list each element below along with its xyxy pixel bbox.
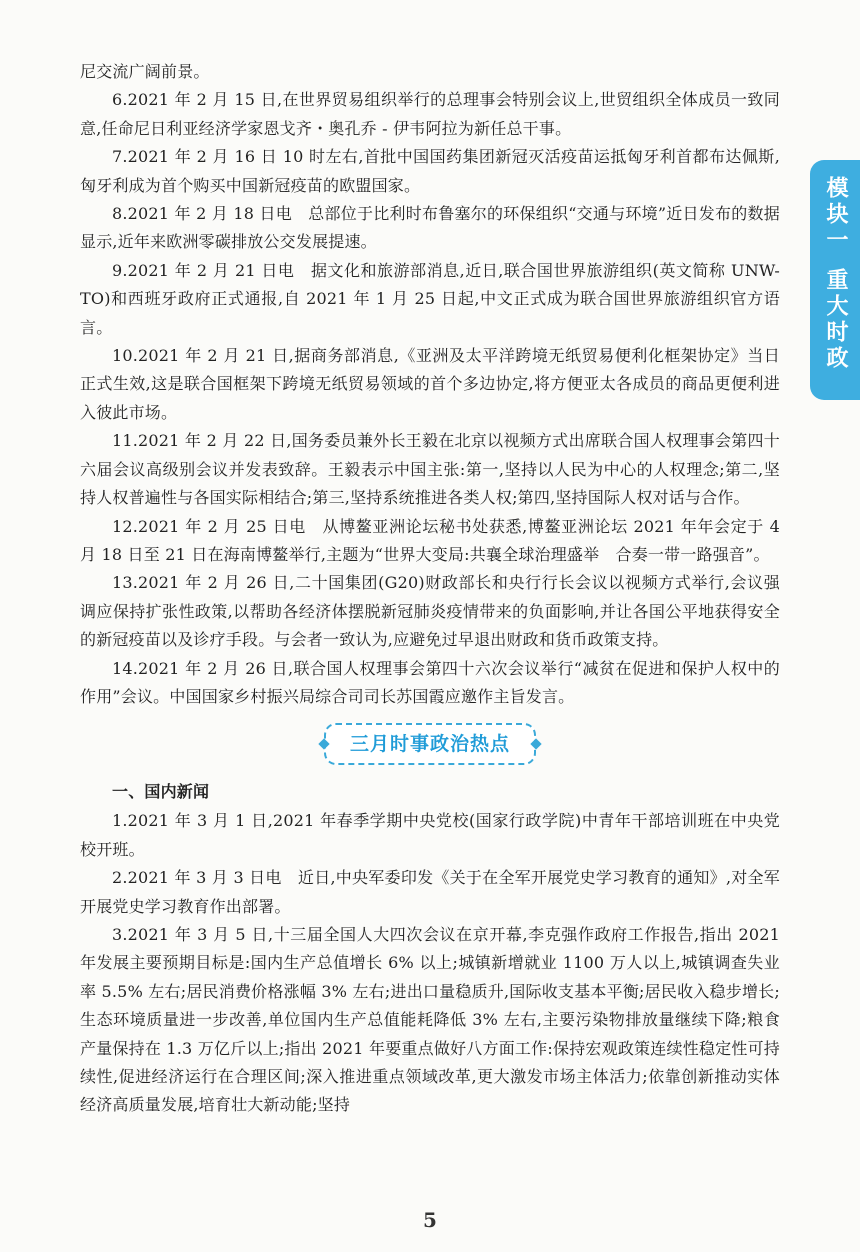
paragraph: 13.2021 年 2 月 26 日,二十国集团(G20)财政部长和央行行长会议以视频方式举行,会议强调应保持扩张性政策,以帮助各经济体摆脱新冠肺炎疫情带来的负面影响,并让各国公平地获得安全的新冠疫苗以及诊疗手段。与会者一致认为,应避免过早退出财政和货币政策支持。 [80, 573, 780, 650]
paragraph: 8.2021 年 2 月 18 日电 总部位于比利时布鲁塞尔的环保组织“交通与环境”近日发布的数据显示,近年来欧洲零碳排放公交发展提速。 [80, 204, 780, 252]
module-side-tab [810, 160, 860, 400]
page-number: 5 [423, 1208, 437, 1232]
paragraph: 12.2021 年 2 月 25 日电 从博鳌亚洲论坛秘书处获悉,博鳌亚洲论坛 2021 年年会定于 4 月 18 日至 21 日在海南博鳌举行,主题为“世界大变局:共襄全球治理盛举 合奏一带一路强音”。 [80, 516, 780, 564]
paragraph: 9.2021 年 2 月 21 日电 据文化和旅游部消息,近日,联合国世界旅游组织(英文简称 UNW-TO)和西班牙政府正式通报,自 2021 年 1 月 25 日起,中文正式成为联合国世界旅游组织官方语言。 [80, 260, 780, 337]
paragraph: 1.2021 年 3 月 1 日,2021 年春季学期中央党校(国家行政学院)中青年干部培训班在中央党校开班。 [80, 811, 780, 859]
bottom-paragraphs [80, 807, 780, 1119]
top-paragraphs [80, 58, 780, 711]
paragraph: 6.2021 年 2 月 15 日,在世界贸易组织举行的总理事会特别会议上,世贸组织全体成员一致同意,任命尼日利亚经济学家恩戈齐・奥孔乔 - 伊韦阿拉为新任总干事。 [80, 90, 780, 138]
paragraph: 11.2021 年 2 月 22 日,国务委员兼外长王毅在北京以视频方式出席联合国人权理事会第四十六届会议高级别会议并发表致辞。王毅表示中国主张:第一,坚持以人民为中心的人权理念;第二,坚持人权普遍性与各国实际相结合;第三,坚持系统推进各类人权;第四,坚持国际人权对话与合作。 [80, 431, 780, 508]
section-banner-frame [324, 723, 536, 765]
paragraph: 2.2021 年 3 月 3 日电 近日,中央军委印发《关于在全军开展党史学习教育的通知》,对全军开展党史学习教育作出部署。 [80, 868, 780, 916]
section-banner [80, 721, 780, 767]
paragraph: 14.2021 年 2 月 26 日,联合国人权理事会第四十六次会议举行“减贫在促进和保护人权中的作用”会议。中国国家乡村振兴局综合司司长苏国霞应邀作主旨发言。 [80, 658, 780, 706]
section-title: 三月时事政治热点 [349, 733, 510, 756]
paragraph: 尼交流广阔前景。 [80, 62, 210, 81]
side-tab-module: 模块一 [823, 176, 848, 254]
paragraph: 10.2021 年 2 月 21 日,据商务部消息,《亚洲及太平洋跨境无纸贸易便利化框架协定》当日正式生效,这是联合国框架下跨境无纸贸易领域的首个多边协定,将方便亚太各成员的商品更便利进入彼此市场。 [80, 346, 780, 422]
paragraph: 3.2021 年 3 月 5 日,十三届全国人大四次会议在京开幕,李克强作政府工作报告,指出 2021 年发展主要预期目标是:国内生产总值增长 6% 以上;城镇新增就业 1100 万人以上,城镇调查失业率 5.5% 左右;居民消费价格涨幅 3% 左右;进出口量稳质升,国际收支基本平衡;居民收入稳步增长;生态环境质量进一步改善,单位国内生产总值能耗降低 3% 左右,主要污染物排放量继续下降;粮食产量保持在 1.3 万亿斤以上;指出 2021 年要重点做好八方面工作:保持宏观政策连续性稳定性可持续性,促进经济运行在合理区间;深入推进重点领域改革,更大激发市场主体活力;依靠创新推动实体经济高质量发展,培育壮大新动能;坚持 [80, 924, 780, 1115]
side-tab-topic: 重大时政 [823, 268, 848, 372]
subheading: 一、国内新闻 [112, 782, 210, 802]
paragraph: 7.2021 年 2 月 16 日 10 时左右,首批中国国药集团新冠灭活疫苗运抵匈牙利首都布达佩斯,匈牙利成为首个购买中国新冠疫苗的欧盟国家。 [80, 147, 780, 195]
article-body [80, 58, 780, 1120]
